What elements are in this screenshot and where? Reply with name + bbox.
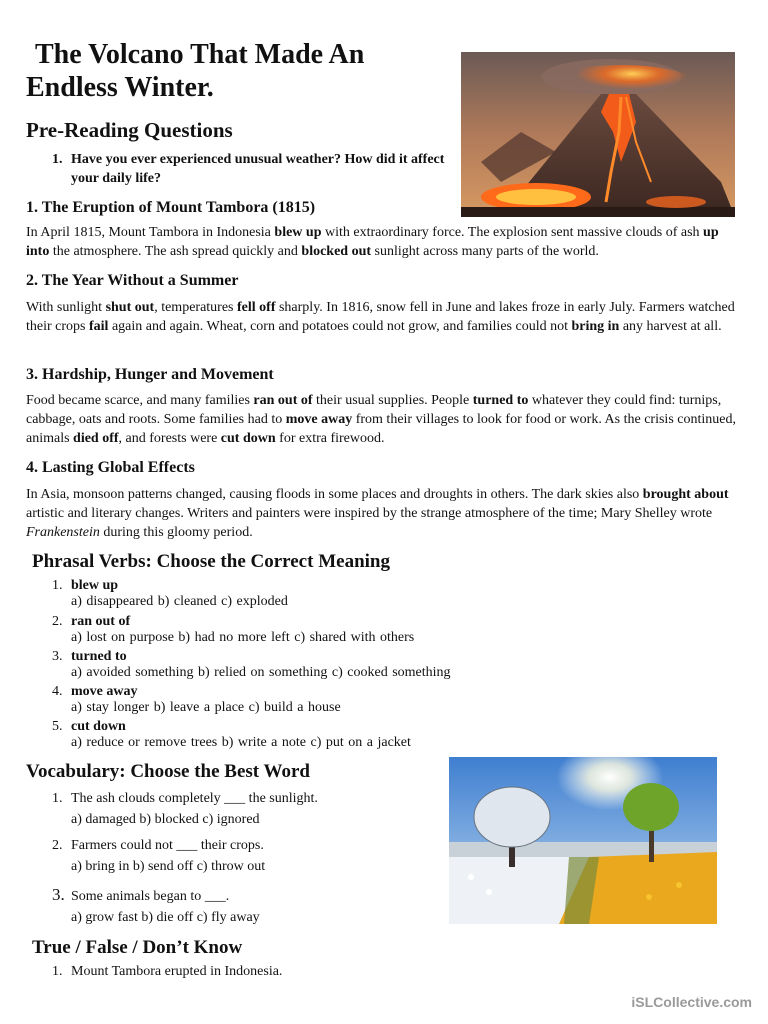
phrasal-verb-highlight: cut down xyxy=(220,431,276,446)
phrasal-item: 4. move away a) stay longer b) leave a place c) build a house xyxy=(52,684,341,715)
watermark: iSLCollective.com xyxy=(631,994,752,1010)
phrasal-heading: Phrasal Verbs: Choose the Correct Meaning xyxy=(32,551,390,572)
section-4-paragraph: In Asia, monsoon patterns changed, causing floods in some places and droughts in others. The dark skies also brought about artistic and literary changes. Writers and painters were inspired by the strange atmosphere of the time; Mary Shelley wrote Frankenstein during this gloomy period. xyxy=(26,487,729,540)
section-2-heading: 2. The Year Without a Summer xyxy=(26,272,239,289)
phrasal-item: 2. ran out of a) lost on purpose b) had no more left c) shared with others xyxy=(52,614,415,645)
tf-item: 1. Mount Tambora erupted in Indonesia. xyxy=(52,964,283,979)
section-1-paragraph: In April 1815, Mount Tambora in Indonesia blew up with extraordinary force. The explosion sent massive clouds of ash up into the atmosphere. The ash spread quickly and blocked out sunlight across many parts of the world. xyxy=(26,225,719,259)
prereading-question: 1. Have you ever experienced unusual weather? How did it affect your daily life? xyxy=(52,152,445,186)
phrasal-verb-highlight: blew up xyxy=(274,225,322,240)
winter-summer-image xyxy=(449,757,717,924)
phrasal-verb-highlight: bring in xyxy=(571,319,620,334)
phrasal-verb-highlight: ran out of xyxy=(253,393,313,408)
title-line-2: Endless Winter. xyxy=(26,72,214,103)
vocab-heading: Vocabulary: Choose the Best Word xyxy=(26,761,310,782)
phrasal-verb-highlight: up into xyxy=(26,225,719,259)
phrasal-item: 5. cut down a) reduce or remove trees b) write a note c) put on a jacket xyxy=(52,719,411,750)
phrasal-verb-highlight: blocked out xyxy=(301,244,372,259)
section-1-heading: 1. The Eruption of Mount Tambora (1815) xyxy=(26,199,316,216)
section-4-heading: 4. Lasting Global Effects xyxy=(26,459,195,476)
phrasal-verb-highlight: shut out xyxy=(105,300,155,315)
section-3-heading: 3. Hardship, Hunger and Movement xyxy=(26,366,274,383)
phrasal-verb-highlight: brought about xyxy=(642,487,729,502)
prereading-heading: Pre-Reading Questions xyxy=(26,118,233,142)
vocab-item: 2. Farmers could not ___ their crops. a) bring in b) send off c) throw out xyxy=(52,838,266,874)
title-line-1: The Volcano That Made An xyxy=(35,39,365,70)
section-2-paragraph: With sunlight shut out, temperatures fell off sharply. In 1816, snow fell in June and lakes froze in early July. Farmers watched their crops fail again and again. Wheat, corn and potatoes could not grow, and families could not bring in any harvest at all. xyxy=(26,300,735,334)
volcano-image xyxy=(461,52,735,217)
phrasal-verb-highlight: fell off xyxy=(237,300,276,315)
phrasal-item: 1. blew up a) disappeared b) cleaned c) exploded xyxy=(52,578,288,609)
phrasal-verb-highlight: turned to xyxy=(472,393,529,408)
vocab-item: 1. The ash clouds completely ___ the sunlight. a) damaged b) blocked c) ignored xyxy=(52,791,318,827)
phrasal-verb-highlight: died off xyxy=(73,431,119,446)
book-title: Frankenstein xyxy=(26,525,100,540)
phrasal-verb-highlight: move away xyxy=(285,412,353,427)
vocab-item: 3. Some animals began to ___. a) grow fast b) die off c) fly away xyxy=(52,885,260,925)
phrasal-item: 3. turned to a) avoided something b) relied on something c) cooked something xyxy=(52,649,451,680)
worksheet-title xyxy=(26,38,446,104)
section-3-paragraph: Food became scarce, and many families ran out of their usual supplies. People turned to whatever they could find: turnips, cabbage, oats and roots. Some families had to move away from their villages to look for food or work. As the crisis continued, animals died off, and forests were cut down for extra firewood. xyxy=(26,393,736,446)
phrasal-verb-highlight: fail xyxy=(88,319,109,334)
tf-heading: True / False / Don’t Know xyxy=(32,937,243,958)
